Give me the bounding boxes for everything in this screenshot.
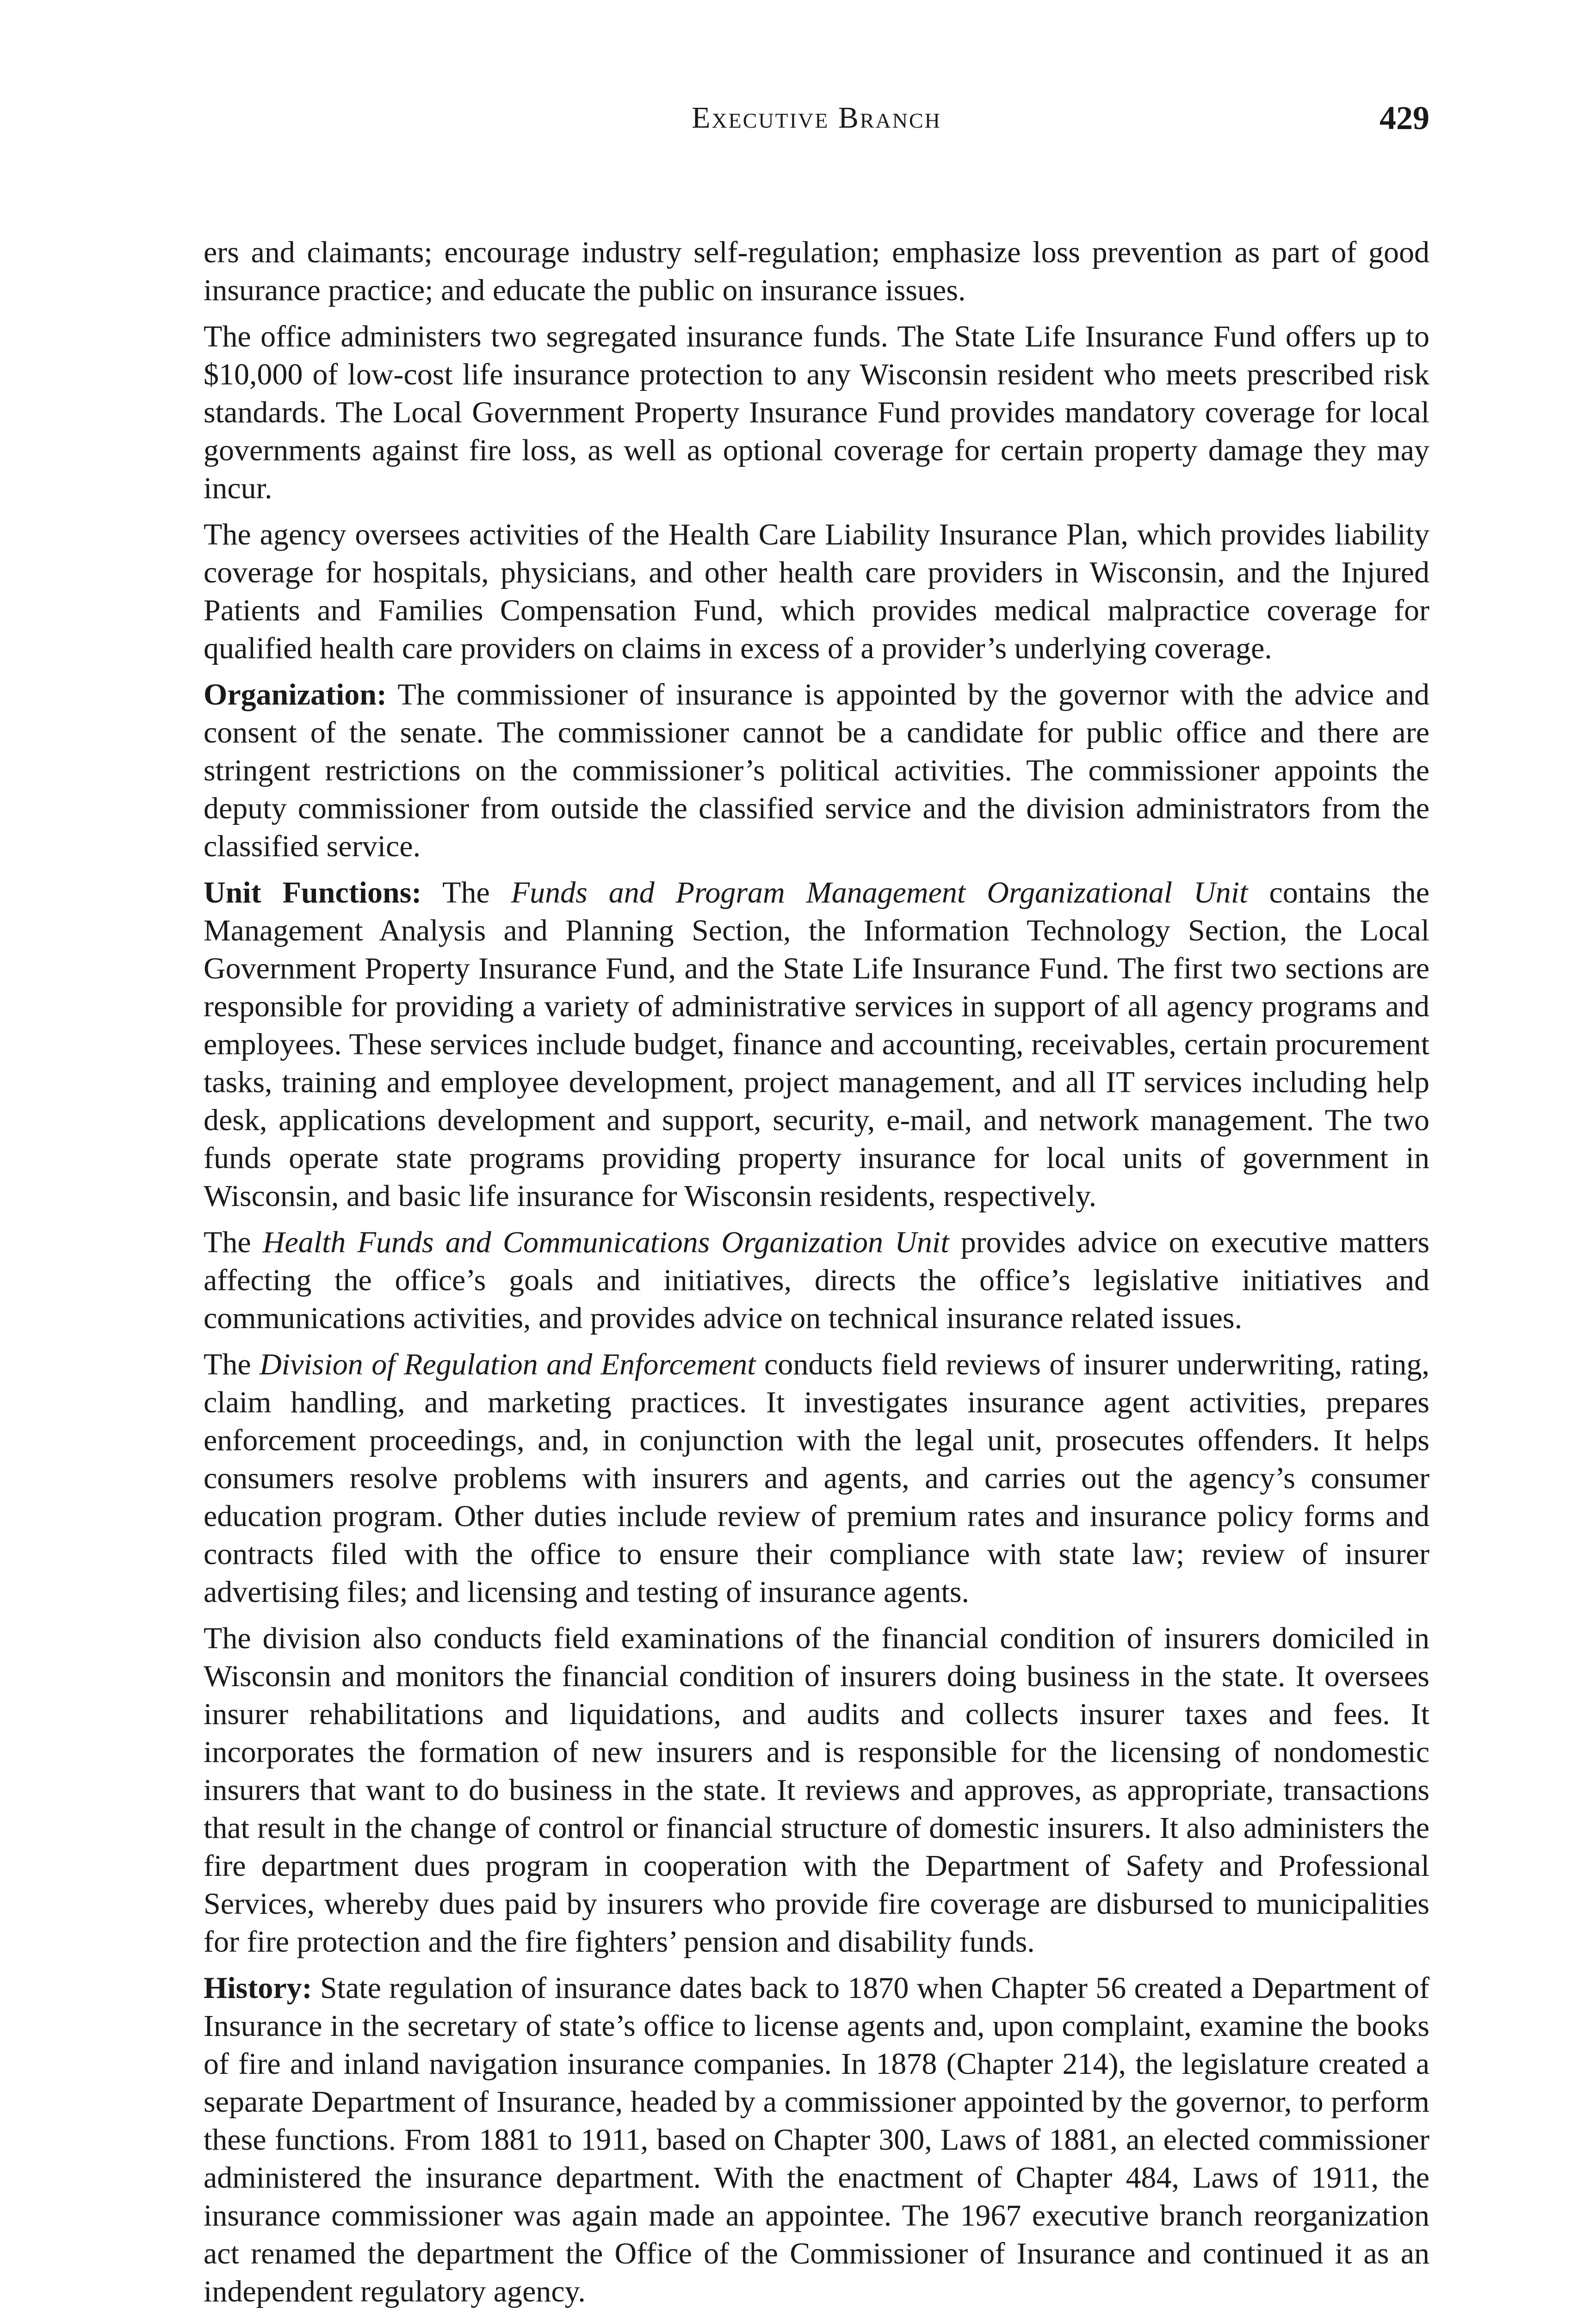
paragraph-text: The agency oversees activities of the Health Care Liability Insurance Plan, which provides liability coverage for hospitals, physicians, and other health care providers in Wisconsin, and the Injured Patients and Families Compensation Fund, which provides medical malpractice coverage for qualified health care providers on claims in excess of a provider’s underlying coverage.: [204, 518, 1429, 665]
section-lead-organization: Organization:: [204, 678, 387, 711]
paragraph-text: The division also conducts field examinations of the financial condition of insurers domiciled in Wisconsin and monitors the financial condition of insurers doing business in the state. It oversees insurer rehabilitations and liquidations, and audits and collects insurer taxes and fees. It incorporates the formation of new insurers and is responsible for the licensing of nondomestic insurers that want to do business in the state. It reviews and approves, as appropriate, transactions that result in the change of control or financial structure of domestic insurers. It also administers the fire department dues program in cooperation with the Department of Safety and Professional Services, whereby dues paid by insurers who provide fire coverage are disbursed to municipalities for fire protection and the fire fighters’ pension and disability funds.: [204, 1621, 1429, 1959]
paragraph-text: State regulation of insurance dates back to 1870 when Chapter 56 created a Department of Insurance in the secretary of state’s office to license agents and, upon complaint, examine the books of fire and inland navigation insurance companies. In 1878 (Chapter 214), the legislature created a separate Department of Insurance, headed by a commissioner appointed by the governor, to perform these functions. From 1881 to 1911, based on Chapter 300, Laws of 1881, an elected commissioner administered the insurance department. With the enactment of Chapter 484, Laws of 1911, the insurance commissioner was again made an appointee. The 1967 executive branch reorganization act renamed the department the Office of the Commissioner of Insurance and continued it as an independent regulatory agency.: [204, 1971, 1429, 2308]
paragraph-text-pre: The: [204, 1225, 263, 1259]
paragraph-text: provides advice on executive matters affecting the office’s goals and initiatives, directs the office’s legislative initiatives and communications activities, and provides advice on technical insurance related issues.: [204, 1225, 1430, 1335]
paragraph-text: contains the Management Analysis and Planning Section, the Information Technology Section, the Local Government Property Insurance Fund, and the State Life Insurance Fund. The first two sections are responsible for providing a variety of administrative services in support of all agency programs and employees. These services include budget, finance and accounting, receivables, certain procurement tasks, training and employee development, project management, and all IT services including help desk, applications development and support, security, e-mail, and network management. The two funds operate state programs providing property insurance for local units of government in Wisconsin, and basic life insurance for Wisconsin residents, respectively.: [204, 876, 1430, 1213]
paragraph-continuation: [204, 234, 1429, 309]
paragraph-history: [204, 1969, 1429, 2311]
section-lead-unit-functions: Unit Functions:: [204, 876, 422, 909]
paragraph-text-pre: The: [421, 876, 511, 909]
paragraph-unit-functions: [204, 874, 1429, 1215]
running-header: [204, 93, 1429, 143]
division-name: Division of Regulation and Enforcement: [260, 1348, 756, 1381]
paragraph-text: The commissioner of insurance is appointed by the governor with the advice and consent of the senate. The commissioner cannot be a candidate for public office and there are stringent restrictions on the commissioner’s political activities. The commissioner appoints the deputy commissioner from outside the classified service and the division administrators from the classified service.: [204, 678, 1429, 863]
paragraph-liability-plan: [204, 516, 1429, 668]
running-title: Executive Branch: [692, 101, 941, 135]
paragraph-organization: [204, 676, 1429, 866]
paragraph-health-funds-unit: [204, 1224, 1429, 1337]
section-lead-history: History:: [204, 1971, 312, 2005]
body-text: [204, 234, 1429, 2313]
unit-name: Funds and Program Management Organizational Unit: [511, 876, 1248, 909]
unit-name: Health Funds and Communications Organization Unit: [262, 1225, 949, 1259]
paragraph-text: The office administers two segregated insurance funds. The State Life Insurance Fund offers up to $10,000 of low-cost life insurance protection to any Wisconsin resident who meets prescribed risk standards. The Local Government Property Insurance Fund provides mandatory coverage for local governments against fire loss, as well as optional coverage for certain property damage they may incur.: [204, 320, 1429, 505]
paragraph-field-examinations: [204, 1620, 1429, 1961]
paragraph-text: ers and claimants; encourage industry self-regulation; emphasize loss prevention as part of good insurance practice; and educate the public on insurance issues.: [204, 235, 1429, 307]
page-number: 429: [1379, 99, 1429, 136]
paragraph-text: conducts field reviews of insurer underwriting, rating, claim handling, and marketing practices. It investigates insurance agent activities, prepares enforcement proceedings, and, in conjunction with the legal unit, prosecutes offenders. It helps consumers resolve problems with insurers and agents, and carries out the agency’s consumer education program. Other duties include review of premium rates and insurance policy forms and contracts filed with the office to ensure their compliance with state law; review of insurer advertising files; and licensing and testing of insurance agents.: [204, 1348, 1429, 1609]
paragraph-regulation-division: [204, 1346, 1429, 1611]
paragraph-segregated-funds: [204, 318, 1429, 507]
paragraph-text-pre: The: [204, 1348, 260, 1381]
